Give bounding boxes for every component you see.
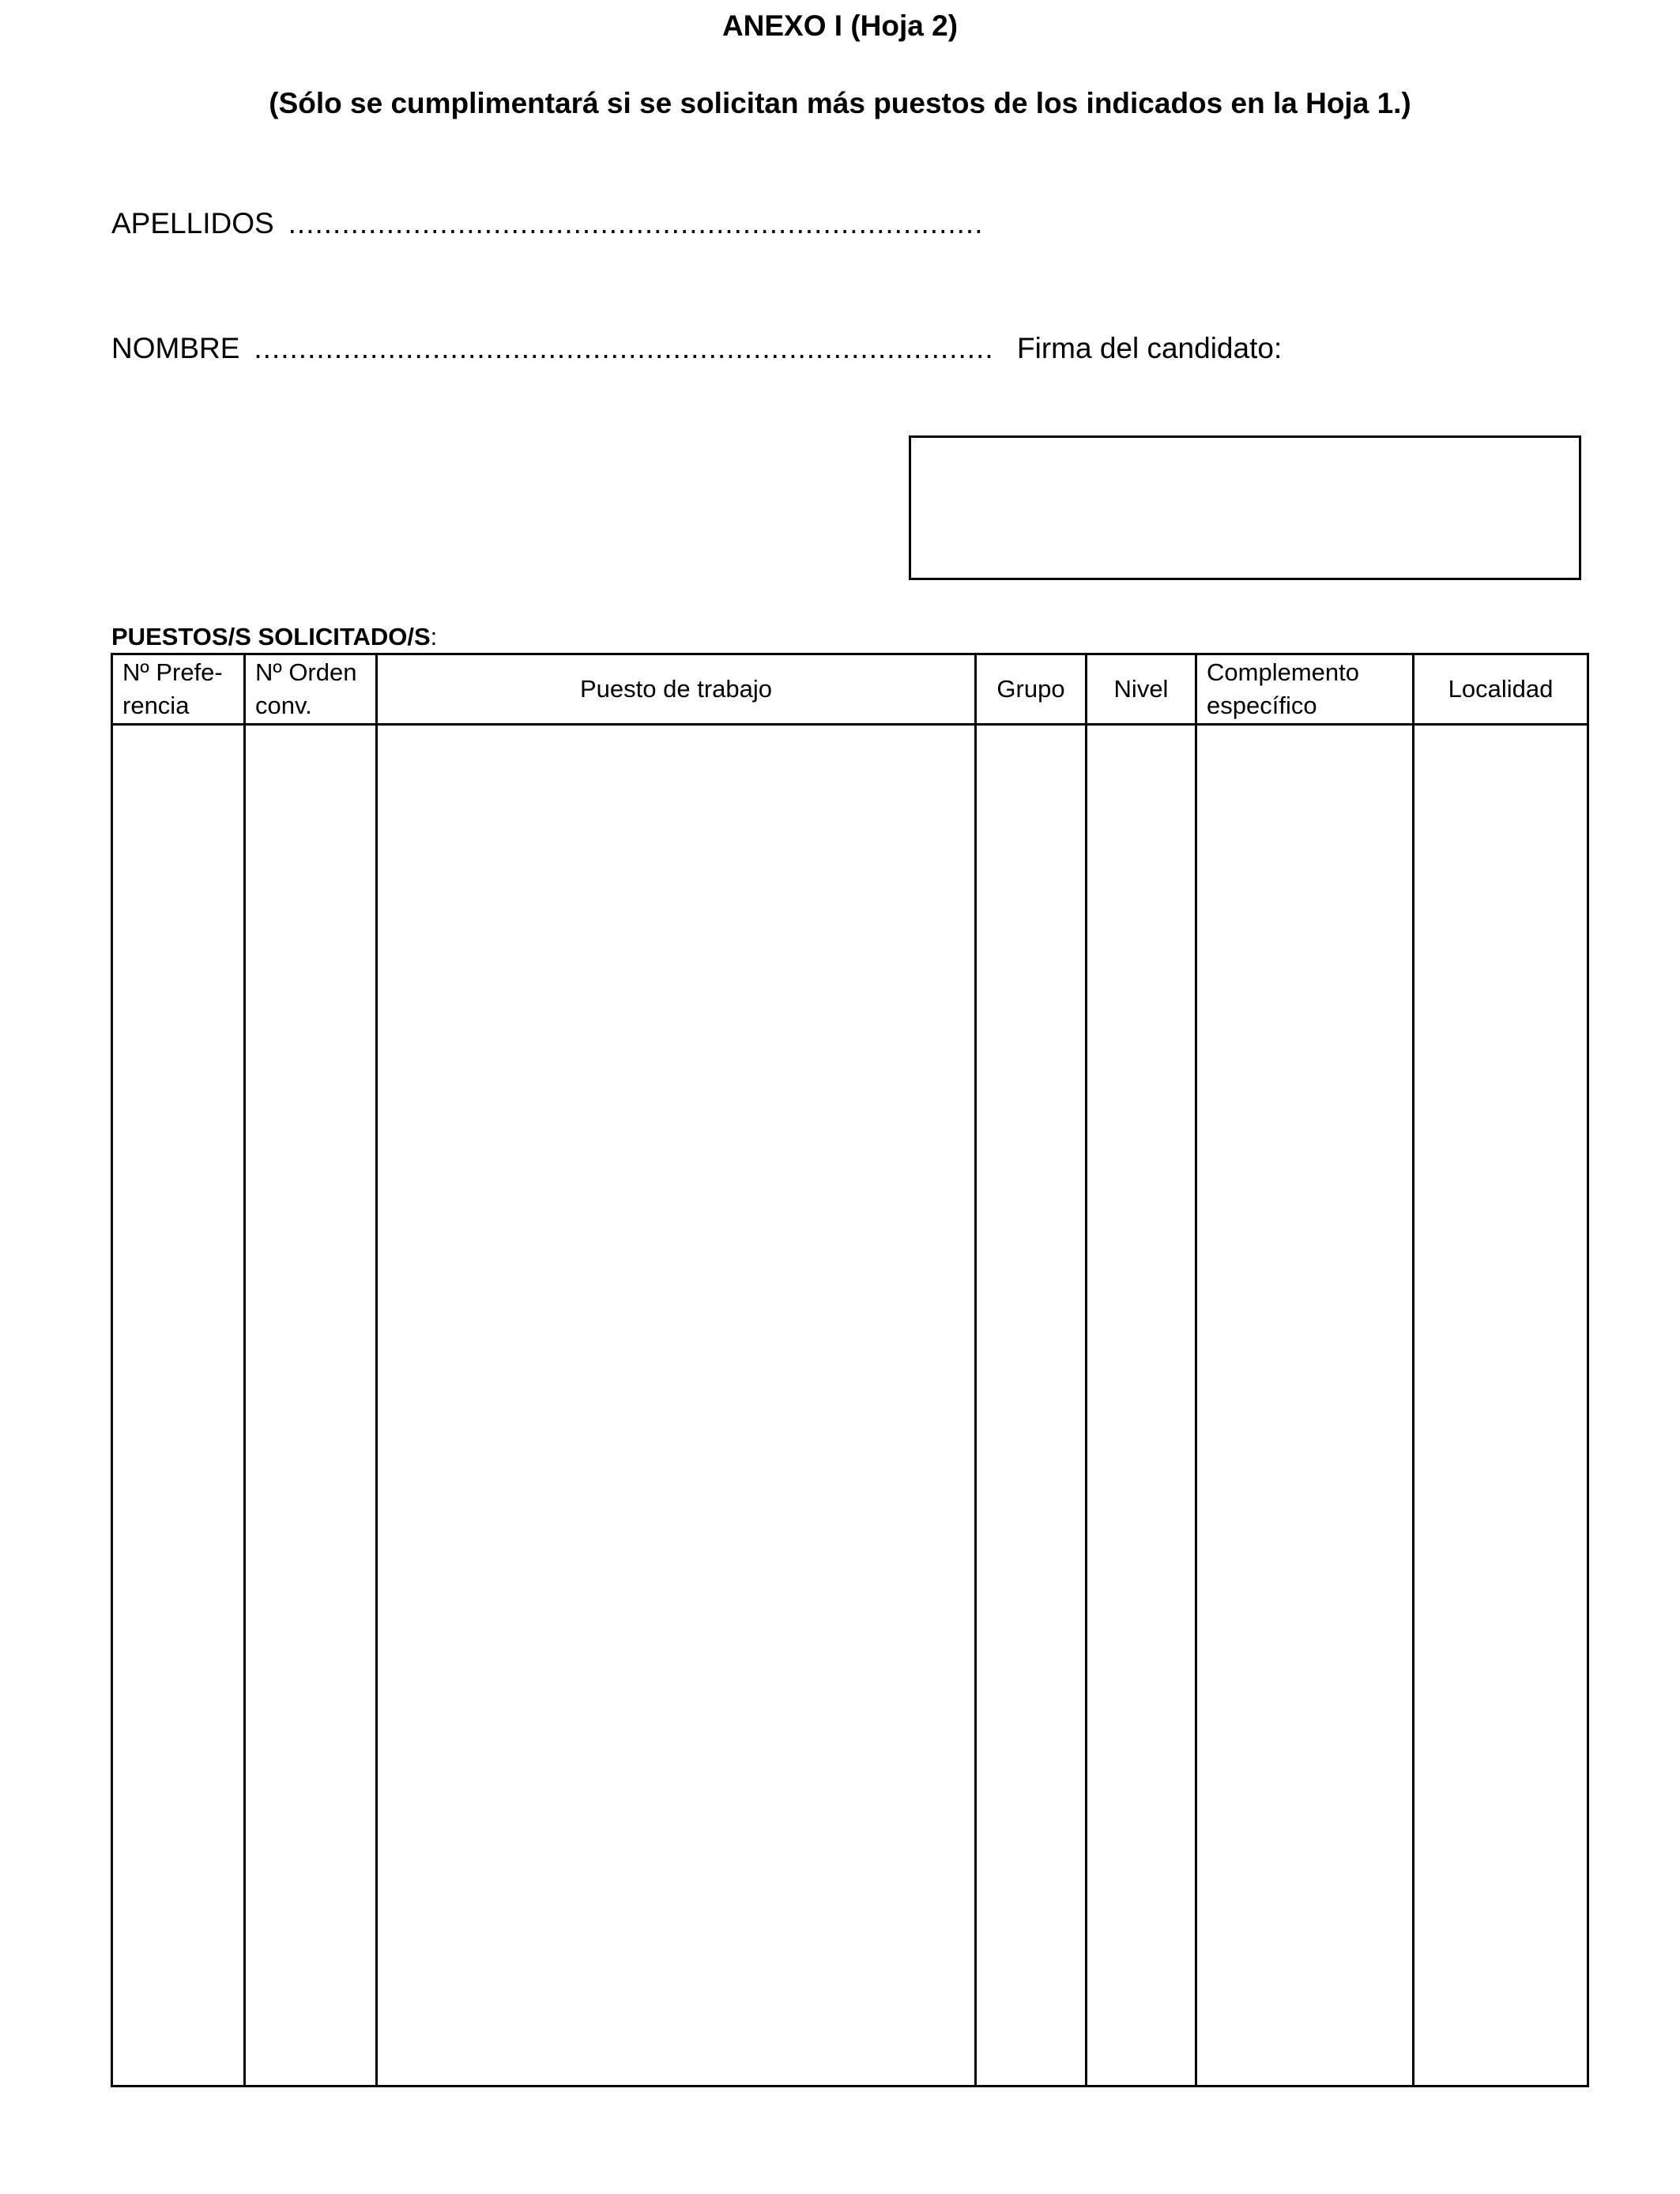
column-header-order-number: Nº Orden conv.	[245, 654, 377, 725]
level-cell[interactable]	[1087, 725, 1196, 2087]
column-header-locality: Localidad	[1414, 654, 1588, 725]
column-header-job-position: Puesto de trabajo	[377, 654, 976, 725]
preference-number-cell[interactable]	[112, 725, 245, 2087]
table-row	[112, 725, 1588, 2087]
column-header-level: Nivel	[1087, 654, 1196, 725]
name-field[interactable]	[111, 329, 994, 368]
positions-section-colon: :	[430, 623, 438, 650]
job-position-cell[interactable]	[377, 725, 976, 2087]
document-subtitle: (Sólo se cumplimentará si se solicitan más puestos de los indicados en la Hoja 1.)	[269, 87, 1411, 119]
column-header-specific-complement: Complemento específico	[1196, 654, 1414, 725]
document-title: ANEXO I (Hoja 2)	[721, 9, 959, 42]
surname-field[interactable]	[111, 204, 983, 243]
surname-dotted-line: ..............................................................................	[288, 207, 984, 239]
signature-box[interactable]	[909, 435, 1581, 580]
positions-section-label	[111, 621, 437, 653]
surname-label: APELLIDOS	[111, 207, 274, 239]
positions-table	[111, 653, 1589, 2087]
specific-complement-cell[interactable]	[1196, 725, 1414, 2087]
column-header-group: Grupo	[976, 654, 1087, 725]
column-header-preference-number: Nº Prefe- rencia	[112, 654, 245, 725]
order-number-cell[interactable]	[245, 725, 377, 2087]
name-label: NOMBRE	[111, 332, 240, 364]
name-dotted-line: ...................................................................................	[254, 332, 994, 364]
signature-label: Firma del candidato:	[1017, 332, 1283, 364]
locality-cell[interactable]	[1414, 725, 1588, 2087]
positions-table-header	[112, 654, 1588, 725]
group-cell[interactable]	[976, 725, 1087, 2087]
positions-section-title: PUESTOS/S SOLICITADO/S	[111, 623, 431, 650]
